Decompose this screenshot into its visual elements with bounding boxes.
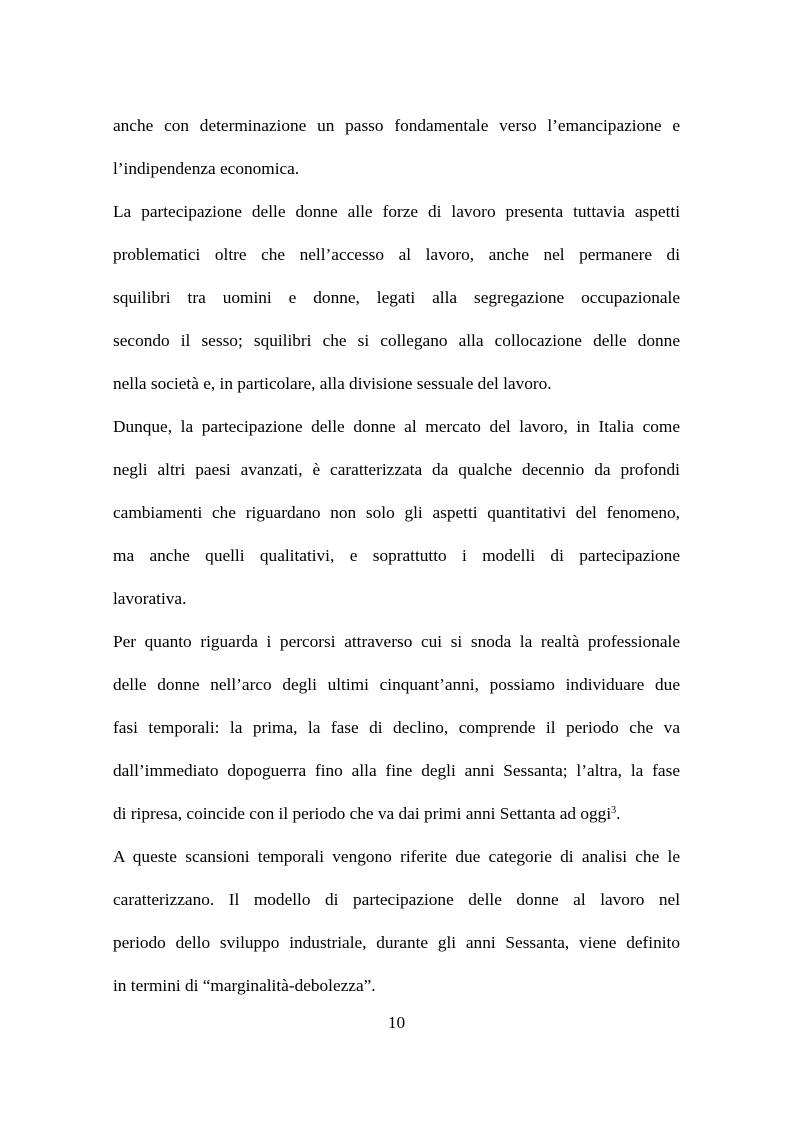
text-line: Dunque, la partecipazione delle donne al mercato del lavoro, in Italia come xyxy=(113,417,680,436)
paragraph-3 xyxy=(113,405,680,620)
text-line: periodo dello sviluppo industriale, durante gli anni Sessanta, viene definito xyxy=(113,933,680,952)
text-line: caratterizzano. Il modello di partecipazione delle donne al lavoro nel xyxy=(113,890,680,909)
text-line: anche con determinazione un passo fondamentale verso l’emancipazione e xyxy=(113,116,680,135)
text-line: nella società e, in particolare, alla divisione sessuale del lavoro. xyxy=(113,374,552,393)
paragraph-4 xyxy=(113,620,680,835)
text-line: fasi temporali: la prima, la fase di declino, comprende il periodo che va xyxy=(113,718,680,737)
footnote-reference[interactable]: 3 xyxy=(611,805,617,816)
text-line: delle donne nell’arco degli ultimi cinquant’anni, possiamo individuare due xyxy=(113,675,680,694)
text-line: ma anche quelli qualitativi, e soprattutto i modelli di partecipazione xyxy=(113,546,680,565)
text-line: squilibri tra uomini e donne, legati alla segregazione occupazionale xyxy=(113,288,680,307)
text-line: dall’immediato dopoguerra fino alla fine degli anni Sessanta; l’altra, la fase xyxy=(113,761,680,780)
text-segment: di ripresa, coincide con il periodo che va dai primi anni Settanta ad oggi xyxy=(113,804,612,823)
paragraph-5 xyxy=(113,835,680,1007)
page-number: 10 xyxy=(387,1013,406,1032)
text-line: A queste scansioni temporali vengono riferite due categorie di analisi che le xyxy=(113,847,680,866)
text-line-with-footnote xyxy=(113,792,680,835)
text-line: Per quanto riguarda i percorsi attraverso cui si snoda la realtà professionale xyxy=(113,632,680,651)
text-line: cambiamenti che riguardano non solo gli aspetti quantitativi del fenomeno, xyxy=(113,503,680,522)
text-line: negli altri paesi avanzati, è caratterizzata da qualche decennio da profondi xyxy=(113,460,680,479)
text-line: lavorativa. xyxy=(113,589,187,608)
paragraph-2 xyxy=(113,190,680,405)
text-line: in termini di “marginalità-debolezza”. xyxy=(113,976,376,995)
paragraph-1 xyxy=(113,104,680,190)
page-body xyxy=(113,104,680,1007)
text-segment: . xyxy=(616,804,621,823)
text-line: l’indipendenza economica. xyxy=(113,159,300,178)
text-line: La partecipazione delle donne alle forze di lavoro presenta tuttavia aspetti xyxy=(113,202,680,221)
text-line: secondo il sesso; squilibri che si collegano alla collocazione delle donne xyxy=(113,331,680,350)
text-line: problematici oltre che nell’accesso al lavoro, anche nel permanere di xyxy=(113,245,680,264)
